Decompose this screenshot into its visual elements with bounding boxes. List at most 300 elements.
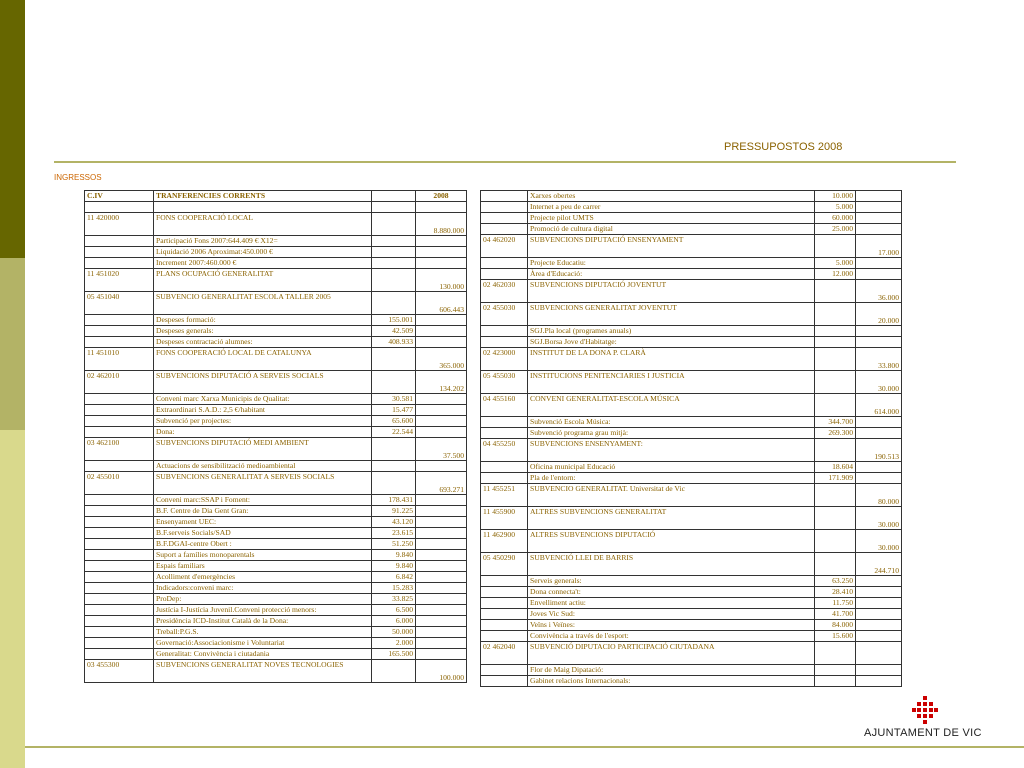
row-code [481, 428, 528, 439]
row-code [85, 326, 154, 337]
row-total [856, 417, 902, 428]
table-row [481, 642, 902, 665]
row-code [85, 594, 154, 605]
row-total [856, 620, 902, 631]
header-label: TRANFERENCIES CORRENTS [154, 191, 372, 202]
row-label: Àrea d'Educació: [528, 269, 815, 280]
row-amount [372, 258, 416, 269]
row-amount [815, 507, 856, 530]
row-amount [372, 236, 416, 247]
row-amount [372, 472, 416, 495]
table-row [85, 495, 467, 506]
row-amount: 165.500 [372, 649, 416, 660]
row-code [85, 605, 154, 616]
row-code [85, 517, 154, 528]
header-year: 2008 [416, 191, 467, 202]
row-amount: 11.750 [815, 598, 856, 609]
row-label: INSTITUCIONS PENITENCIARIES I JUSTICIA [528, 371, 815, 394]
row-code: 02 462010 [85, 371, 154, 394]
row-amount [372, 461, 416, 472]
row-amount [815, 665, 856, 676]
row-total: 30.000 [856, 507, 902, 530]
table-row [481, 428, 902, 439]
row-code [85, 258, 154, 269]
row-code [85, 561, 154, 572]
row-total [856, 269, 902, 280]
row-code [85, 247, 154, 258]
table-header-row [85, 191, 467, 202]
row-amount: 5.000 [815, 258, 856, 269]
row-total [416, 202, 467, 213]
row-label: Treball:P.G.S. [154, 627, 372, 638]
table-row [85, 472, 467, 495]
row-code [85, 528, 154, 539]
row-total: 36.000 [856, 280, 902, 303]
row-label: Indicadors:conveni marc: [154, 583, 372, 594]
row-total: 100.000 [416, 660, 467, 683]
row-total [416, 583, 467, 594]
row-amount [815, 348, 856, 371]
row-label: Dona: [154, 427, 372, 438]
row-total [856, 631, 902, 642]
row-code [85, 236, 154, 247]
table-row [85, 583, 467, 594]
row-code [481, 417, 528, 428]
table-row [481, 439, 902, 462]
row-total [416, 405, 467, 416]
table-row [85, 638, 467, 649]
row-label: SUBVENCIONS ENSENYAMENT: [528, 439, 815, 462]
table-row [481, 576, 902, 587]
table-row [481, 609, 902, 620]
row-label: SUBVENCIO GENERALITAT. Universitat de Vic [528, 484, 815, 507]
row-code: 02 462030 [481, 280, 528, 303]
row-label: PLANS OCUPACIÓ GENERALITAT [154, 269, 372, 292]
row-amount: 28.410 [815, 587, 856, 598]
table-row [85, 627, 467, 638]
row-code [481, 202, 528, 213]
row-label: SUBVENCIONS GENERALITAT A SERVEIS SOCIALS [154, 472, 372, 495]
row-total: 693.271 [416, 472, 467, 495]
row-total [856, 473, 902, 484]
row-code [85, 495, 154, 506]
row-label: Espais familiars [154, 561, 372, 572]
row-total [856, 337, 902, 348]
row-amount: 25.000 [815, 224, 856, 235]
row-total [856, 665, 902, 676]
row-label: Suport a famílies monoparentals [154, 550, 372, 561]
row-amount [815, 530, 856, 553]
row-total [416, 605, 467, 616]
row-total [856, 462, 902, 473]
row-amount: 6.000 [372, 616, 416, 627]
row-code [481, 462, 528, 473]
right-budget-table [480, 190, 902, 687]
table-row [481, 371, 902, 394]
row-total: 8.880.000 [416, 213, 467, 236]
row-amount: 178.431 [372, 495, 416, 506]
row-amount: 269.300 [815, 428, 856, 439]
row-label: Governació:Associacionisme i Voluntariat [154, 638, 372, 649]
row-total: 244.710 [856, 553, 902, 576]
row-label: Presidència ICD-Institut Català de la Dona: [154, 616, 372, 627]
row-amount [815, 394, 856, 417]
row-amount [372, 348, 416, 371]
row-total [856, 428, 902, 439]
table-row [85, 416, 467, 427]
row-label: Promoció de cultura digital [528, 224, 815, 235]
row-label: ALTRES SUBVENCIONS GENERALITAT [528, 507, 815, 530]
row-total: 17.000 [856, 235, 902, 258]
row-label: ALTRES SUBVENCIONS DIPUTACIÓ [528, 530, 815, 553]
table-row [481, 530, 902, 553]
row-code: 03 455300 [85, 660, 154, 683]
row-label: Subvenció programa grau mitjà: [528, 428, 815, 439]
row-total [856, 609, 902, 620]
row-total: 80.000 [856, 484, 902, 507]
row-code [481, 631, 528, 642]
row-amount [815, 439, 856, 462]
row-amount [815, 337, 856, 348]
row-code: 04 455160 [481, 394, 528, 417]
row-total [856, 202, 902, 213]
row-code [481, 676, 528, 687]
table-row [85, 371, 467, 394]
row-label: Xarxes obertes [528, 191, 815, 202]
row-code [481, 224, 528, 235]
sidebar-band-light [0, 430, 25, 768]
row-total: 134.202 [416, 371, 467, 394]
row-code [481, 337, 528, 348]
row-code [85, 461, 154, 472]
table-row [481, 484, 902, 507]
table-row [481, 348, 902, 371]
row-amount [372, 202, 416, 213]
row-code [85, 627, 154, 638]
table-row [85, 649, 467, 660]
row-code [481, 609, 528, 620]
row-total [856, 191, 902, 202]
row-label: Pla de l'entorn: [528, 473, 815, 484]
row-total: 33.800 [856, 348, 902, 371]
row-label: SUBVENCIO GENERALITAT ESCOLA TALLER 2005 [154, 292, 372, 315]
row-label: Ensenyament UEC: [154, 517, 372, 528]
row-amount: 22.544 [372, 427, 416, 438]
table-row [85, 594, 467, 605]
row-code: 02 455030 [481, 303, 528, 326]
sidebar-band-dark [0, 0, 25, 258]
row-amount: 5.000 [815, 202, 856, 213]
row-code [481, 620, 528, 631]
row-label: Conveni marc:SSAP i Foment: [154, 495, 372, 506]
row-total [416, 561, 467, 572]
row-amount: 2.000 [372, 638, 416, 649]
row-code [85, 202, 154, 213]
table-row [85, 506, 467, 517]
row-total: 130.000 [416, 269, 467, 292]
table-row [85, 528, 467, 539]
left-budget-table [84, 190, 467, 683]
row-code [85, 427, 154, 438]
table-row [481, 258, 902, 269]
row-label: Increment 2007:460.000 € [154, 258, 372, 269]
table-row [481, 235, 902, 258]
row-amount: 15.283 [372, 583, 416, 594]
row-amount: 6.500 [372, 605, 416, 616]
row-code [481, 326, 528, 337]
row-total [416, 427, 467, 438]
row-amount [815, 280, 856, 303]
row-code: 04 455250 [481, 439, 528, 462]
table-row [481, 269, 902, 280]
row-label: Justícia I-Justícia Juvenil.Conveni protecció menors: [154, 605, 372, 616]
row-code: 05 451040 [85, 292, 154, 315]
table-row [85, 394, 467, 405]
row-code [481, 191, 528, 202]
row-label: SUBVENCIONS GENERALITAT NOVES TECNOLOGIES [154, 660, 372, 683]
row-label: SUBVENCIÓ LLEI DE BARRIS [528, 553, 815, 576]
row-label: Despeses formació: [154, 315, 372, 326]
table-row [85, 572, 467, 583]
row-amount: 15.477 [372, 405, 416, 416]
table-row [85, 616, 467, 627]
row-amount: 65.600 [372, 416, 416, 427]
row-total [416, 416, 467, 427]
row-code [85, 506, 154, 517]
row-code [85, 550, 154, 561]
row-amount: 50.000 [372, 627, 416, 638]
table-row [85, 315, 467, 326]
row-label: Projecte pilot UMTS [528, 213, 815, 224]
table-row [85, 236, 467, 247]
row-amount: 15.600 [815, 631, 856, 642]
row-amount [815, 642, 856, 665]
row-total [416, 649, 467, 660]
row-total [416, 461, 467, 472]
row-total [856, 258, 902, 269]
row-label: FONS COOPERACIÓ LOCAL DE CATALUNYA [154, 348, 372, 371]
row-label: Dona connecta't: [528, 587, 815, 598]
row-label: INSTITUT DE LA DONA P. CLARÀ [528, 348, 815, 371]
row-code: 11 451020 [85, 269, 154, 292]
table-row [481, 631, 902, 642]
table-row [481, 337, 902, 348]
row-label: SUBVENCIONS DIPUTACIÓ MEDI AMBIENT [154, 438, 372, 461]
row-total [856, 587, 902, 598]
table-row [85, 605, 467, 616]
row-code [481, 598, 528, 609]
row-total: 614.000 [856, 394, 902, 417]
footer-divider [25, 746, 1024, 748]
header-code: C.IV [85, 191, 154, 202]
row-label: Gabinet relacions Internacionals: [528, 676, 815, 687]
row-amount: 344.700 [815, 417, 856, 428]
row-amount: 84.000 [815, 620, 856, 631]
row-label: B.F. Centre de Dia Gent Gran: [154, 506, 372, 517]
row-label: SGJ.Borsa Jove d'Habitatge: [528, 337, 815, 348]
row-label: FONS COOPERACIÓ LOCAL [154, 213, 372, 236]
row-total [416, 528, 467, 539]
row-amount: 43.120 [372, 517, 416, 528]
row-total [856, 224, 902, 235]
row-label: Despeses generals: [154, 326, 372, 337]
row-code [85, 572, 154, 583]
row-code: 02 455010 [85, 472, 154, 495]
row-code [85, 616, 154, 627]
row-label: Subvenció Escola Música: [528, 417, 815, 428]
table-row [85, 202, 467, 213]
row-code: 04 462020 [481, 235, 528, 258]
row-code [481, 258, 528, 269]
row-amount [372, 438, 416, 461]
table-row [85, 258, 467, 269]
row-amount [815, 235, 856, 258]
table-row [481, 507, 902, 530]
row-code: 05 450290 [481, 553, 528, 576]
row-total [416, 258, 467, 269]
row-total [416, 616, 467, 627]
row-total [416, 638, 467, 649]
row-total [416, 550, 467, 561]
row-code: 02 462040 [481, 642, 528, 665]
row-amount: 33.825 [372, 594, 416, 605]
row-amount [815, 303, 856, 326]
row-total [856, 326, 902, 337]
row-amount: 30.581 [372, 394, 416, 405]
row-amount: 9.840 [372, 550, 416, 561]
sidebar-band-mid [0, 258, 25, 430]
row-label: Convivència a través de l'esport: [528, 631, 815, 642]
row-amount: 10.000 [815, 191, 856, 202]
table-row [85, 550, 467, 561]
row-label: Actuacions de sensibilització medioambiental [154, 461, 372, 472]
table-row [481, 587, 902, 598]
row-code [85, 583, 154, 594]
row-amount: 63.250 [815, 576, 856, 587]
row-total [856, 642, 902, 665]
row-label [154, 202, 372, 213]
row-total [416, 247, 467, 258]
row-amount: 18.604 [815, 462, 856, 473]
row-amount: 41.700 [815, 609, 856, 620]
header-divider [54, 161, 956, 163]
row-code: 11 455900 [481, 507, 528, 530]
table-row [85, 539, 467, 550]
row-amount: 155.001 [372, 315, 416, 326]
row-code [85, 405, 154, 416]
row-total [416, 506, 467, 517]
table-row [481, 676, 902, 687]
row-label: Envelliment actiu: [528, 598, 815, 609]
row-total: 365.000 [416, 348, 467, 371]
logo-text: AJUNTAMENT DE VIC [864, 727, 982, 739]
row-amount: 171.909 [815, 473, 856, 484]
table-row [85, 337, 467, 348]
table-row [85, 269, 467, 292]
row-amount [372, 292, 416, 315]
row-label: CONVENI GENERALITAT-ESCOLA MÚSICA [528, 394, 815, 417]
row-total [416, 594, 467, 605]
row-code: 05 455030 [481, 371, 528, 394]
row-code [85, 394, 154, 405]
row-label: B.F.DGAI-centre Obert : [154, 539, 372, 550]
row-code: 11 462900 [481, 530, 528, 553]
row-label: SUBVENCIONS DIPUTACIÓ ENSENYAMENT [528, 235, 815, 258]
table-row [481, 598, 902, 609]
row-code: 03 462100 [85, 438, 154, 461]
row-amount [372, 660, 416, 683]
row-label: Acolliment d'emergències [154, 572, 372, 583]
row-label: Liquidació 2006 Aproximat:450.000 € [154, 247, 372, 258]
row-amount [815, 484, 856, 507]
table-row [481, 394, 902, 417]
row-amount [372, 213, 416, 236]
row-label: Serveis generals: [528, 576, 815, 587]
table-row [85, 660, 467, 683]
row-amount [372, 371, 416, 394]
row-total [856, 576, 902, 587]
row-label: Generalitat: Convivència i ciutadania [154, 649, 372, 660]
row-total [416, 495, 467, 506]
row-code [481, 213, 528, 224]
row-code: 11 451010 [85, 348, 154, 371]
table-row [85, 292, 467, 315]
row-label: Despeses contractació alumnes: [154, 337, 372, 348]
table-row [85, 438, 467, 461]
table-row [481, 280, 902, 303]
row-code [85, 337, 154, 348]
row-code [481, 665, 528, 676]
row-code [85, 416, 154, 427]
row-total [416, 326, 467, 337]
table-row [481, 473, 902, 484]
row-amount [372, 269, 416, 292]
row-total: 30.000 [856, 530, 902, 553]
row-label: SUBVENCIONS DIPUTACIÓ JOVENTUT [528, 280, 815, 303]
table-row [85, 213, 467, 236]
row-total: 606.443 [416, 292, 467, 315]
row-amount: 6.842 [372, 572, 416, 583]
row-total [416, 236, 467, 247]
row-amount: 91.225 [372, 506, 416, 517]
table-row [85, 461, 467, 472]
row-label: Oficina municipal Educació [528, 462, 815, 473]
table-row [481, 665, 902, 676]
row-amount: 23.615 [372, 528, 416, 539]
row-label: SGJ.Pla local (programes anuals) [528, 326, 815, 337]
row-total: 20.000 [856, 303, 902, 326]
table-row [481, 213, 902, 224]
row-amount [815, 553, 856, 576]
row-code [85, 638, 154, 649]
row-amount: 60.000 [815, 213, 856, 224]
page-title: PRESSUPOSTOS 2008 [724, 141, 843, 153]
row-label: Participació Fons 2007:644.409 € X12= [154, 236, 372, 247]
row-total: 37.500 [416, 438, 467, 461]
row-amount [372, 247, 416, 258]
table-row [481, 224, 902, 235]
row-label: SUBVENCIONS DIPUTACIÓ A SERVEIS SOCIALS [154, 371, 372, 394]
table-row [85, 427, 467, 438]
table-row [85, 517, 467, 528]
table-row [85, 247, 467, 258]
row-code [481, 269, 528, 280]
row-total: 190.513 [856, 439, 902, 462]
row-code: 02 423000 [481, 348, 528, 371]
row-total: 30.000 [856, 371, 902, 394]
row-code [481, 587, 528, 598]
table-row [85, 348, 467, 371]
